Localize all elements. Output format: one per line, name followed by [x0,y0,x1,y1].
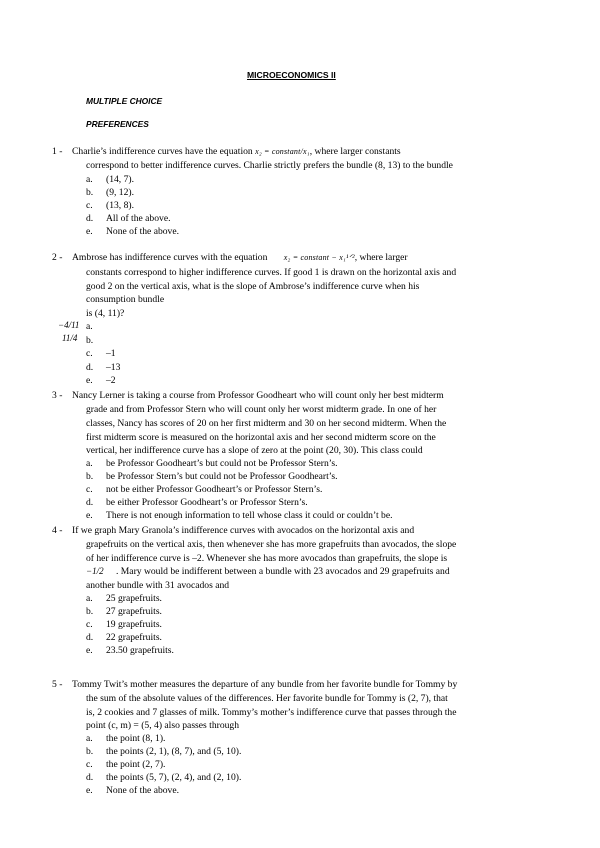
option-e[interactable]: e. None of the above. [86,785,179,796]
option-e[interactable]: e. There is not enough information to tell whose class it could or couldn’t be. [86,510,393,521]
option-b[interactable]: b. 27 grapefruits. [86,606,162,617]
question-number: 1 - [52,146,63,157]
handwritten-answer: 11/4 [62,333,78,343]
question-text-line: the sum of the absolute values of the differences. Her favorite bundle for Tommy is (2, 7), that [86,693,448,704]
question-text-line: good 2 on the vertical axis, what is the slope of Ambrose’s indifference curve when his [86,281,420,292]
option-b[interactable]: b. be Professor Stern’s but could not be Professor Goodheart’s. [86,471,338,482]
option-c[interactable]: c. –1 [86,348,116,359]
question-text-line [86,566,450,577]
question-text-line: constants correspond to higher indifference curves. If good 1 is drawn on the horizontal axis and [86,267,457,278]
option-b[interactable]: b. the points (2, 1), (8, 7), and (5, 10). [86,746,242,757]
option-c[interactable]: c. (13, 8). [86,200,134,211]
option-d[interactable]: d. –13 [86,362,121,373]
question-text-line: is (4, 11)? [86,308,125,319]
option-d[interactable]: d. be either Professor Goodheart’s or Professor Stern’s. [86,497,308,508]
option-b[interactable]: b. (9, 12). [86,187,134,198]
page-title: MICROECONOMICS II [247,70,336,80]
equation-formula: x₂ = constant − x₁¹ᐟ² [283,253,355,262]
option-a[interactable]: a. be Professor Goodheart’s but could not be Professor Stern’s. [86,458,338,469]
option-c[interactable]: c. not be either Professor Goodheart’s or Professor Stern’s. [86,484,323,495]
section-heading-multiple-choice: MULTIPLE CHOICE [86,96,163,106]
section-heading-preferences: PREFERENCES [86,119,149,129]
option-e[interactable]: e. None of the above. [86,226,179,237]
option-c[interactable]: c. 19 grapefruits. [86,619,162,630]
question-text-line: If we graph Mary Granola’s indifference curves with avocados on the horizontal axis and [72,525,415,536]
question-number: 3 - [52,390,63,401]
option-d[interactable]: d. 22 grapefruits. [86,632,162,643]
question-text-line: point (c, m) = (5, 4) also passes through [86,720,240,731]
question-text-line: is, 2 cookies and 7 glasses of milk. Tommy’s mother’s indifference curve that passes through the [86,707,457,718]
option-a[interactable]: a. (14, 7). [86,174,134,185]
question-text-line: another bundle with 31 avocados and [86,580,230,591]
question-number: 2 - [52,252,63,263]
question-text-line: Nancy Lerner is taking a course from Professor Goodheart who will count only her best midterm [72,390,444,401]
handwritten-answer: −4/11 [58,320,80,330]
question-text-line [72,252,515,263]
option-b[interactable]: b. [86,335,94,346]
option-d[interactable]: d. All of the above. [86,213,171,224]
question-text: , where larger constants [309,146,401,157]
option-c[interactable]: c. the point (2, 7). [86,759,166,770]
question-number: 4 - [52,525,63,536]
option-d[interactable]: d. the points (5, 7), (2, 4), and (2, 10). [86,772,242,783]
question-number: 5 - [52,679,63,690]
handwritten-slope: −1/2 [86,566,104,576]
question-text-line: of her indifference curve is –2. Whenever she has more avocados than grapefruits, the slope is [86,553,448,564]
question-text-line: classes, Nancy has scores of 20 on her first midterm and 30 on her second midterm. When the [86,418,447,429]
question-text: Ambrose has indifference curves with the equation [72,252,268,263]
question-text: Charlie’s indifference curves have the equation [72,146,253,157]
option-e[interactable]: e. –2 [86,375,116,386]
question-text: . Mary would be indifferent between a bundle with 23 avocados and 29 grapefruits and [115,566,450,577]
question-text: , where larger [354,252,408,263]
question-text-line: vertical, her indifference curve has a slope of zero at the point (20, 30). This class could [86,445,423,456]
question-text-line: grade and from Professor Stern who will count only her worst midterm grade. In one of her [86,404,437,415]
question-text-line: grapefruits on the vertical axis, then whenever she has more grapefruits than avocados, the slope [86,539,457,550]
question-text-line: consumption bundle [86,294,165,305]
option-e[interactable]: e. 23.50 grapefruits. [86,645,174,656]
question-text-line: correspond to better indifference curves. Charlie strictly prefers the bundle (8, 13) to the bundle [86,160,453,171]
equation-formula: x₂ = constant/x₁ [255,147,310,156]
question-text-line [72,146,401,157]
question-text-line: first midterm score is measured on the horizontal axis and her second midterm score on the [86,432,436,443]
option-a[interactable]: a. [86,321,93,332]
question-text-line: Tommy Twit’s mother measures the departure of any bundle from her favorite bundle for Tommy by [72,679,458,690]
option-a[interactable]: a. 25 grapefruits. [86,593,162,604]
option-a[interactable]: a. the point (8, 1). [86,733,166,744]
